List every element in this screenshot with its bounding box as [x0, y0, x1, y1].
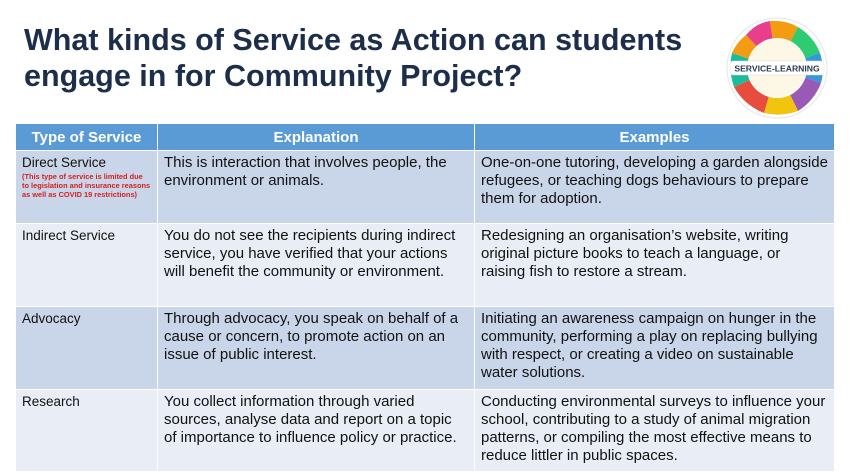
table-row-advocacy — [16, 307, 835, 390]
title-line-1: What kinds of Service as Action can students — [24, 23, 683, 57]
explanation-cell: This is interaction that involves people, the environment or animals. — [158, 151, 475, 224]
type-label: Direct Service — [22, 155, 107, 170]
type-cell: Indirect Service — [16, 224, 158, 307]
explanation-cell: You collect information through varied sources, analyse data and report on a topic of importance to influence policy or practice. — [158, 390, 475, 472]
examples-cell: Initiating an awareness campaign on hunger in the community, performing a play on replacing bullying with respect, or creating a video on sustainable water solutions. — [475, 307, 835, 390]
type-cell: Research — [16, 390, 158, 472]
type-cell: Advocacy — [16, 307, 158, 390]
examples-cell: Conducting environmental surveys to influence your school, contributing to a study of animal migration patterns, or compiling the most effective means to reduce littler in public spaces. — [475, 390, 835, 472]
table-row-research — [16, 390, 835, 472]
type-cell — [16, 151, 158, 224]
header-explanation: Explanation — [158, 124, 475, 151]
examples-cell: Redesigning an organisation’s website, writing original picture books to teach a language, or raising fish to restore a stream. — [475, 224, 835, 307]
logo-label: SERVICE-LEARNING — [734, 63, 820, 74]
table-row-direct-service — [16, 151, 835, 224]
header-type-of-service: Type of Service — [16, 124, 158, 151]
table-row-indirect-service — [16, 224, 835, 307]
explanation-cell: Through advocacy, you speak on behalf of a cause or concern, to promote action on an issue of public interest. — [158, 307, 475, 390]
title-line-2: engage in for Community Project? — [24, 59, 523, 93]
table-header-row — [16, 124, 835, 151]
slide-title — [24, 22, 724, 94]
examples-cell: One-on-one tutoring, developing a garden alongside refugees, or teaching dogs behaviours to prepare them for adoption. — [475, 151, 835, 224]
service-types-table — [15, 123, 835, 472]
restriction-note: (This type of service is limited due to legislation and insurance reasons as well as COVID 19 restrictions) — [22, 172, 151, 199]
explanation-cell: You do not see the recipients during indirect service, you have verified that your actions will benefit the community or environment. — [158, 224, 475, 307]
service-learning-logo — [726, 17, 828, 119]
header-examples: Examples — [475, 124, 835, 151]
